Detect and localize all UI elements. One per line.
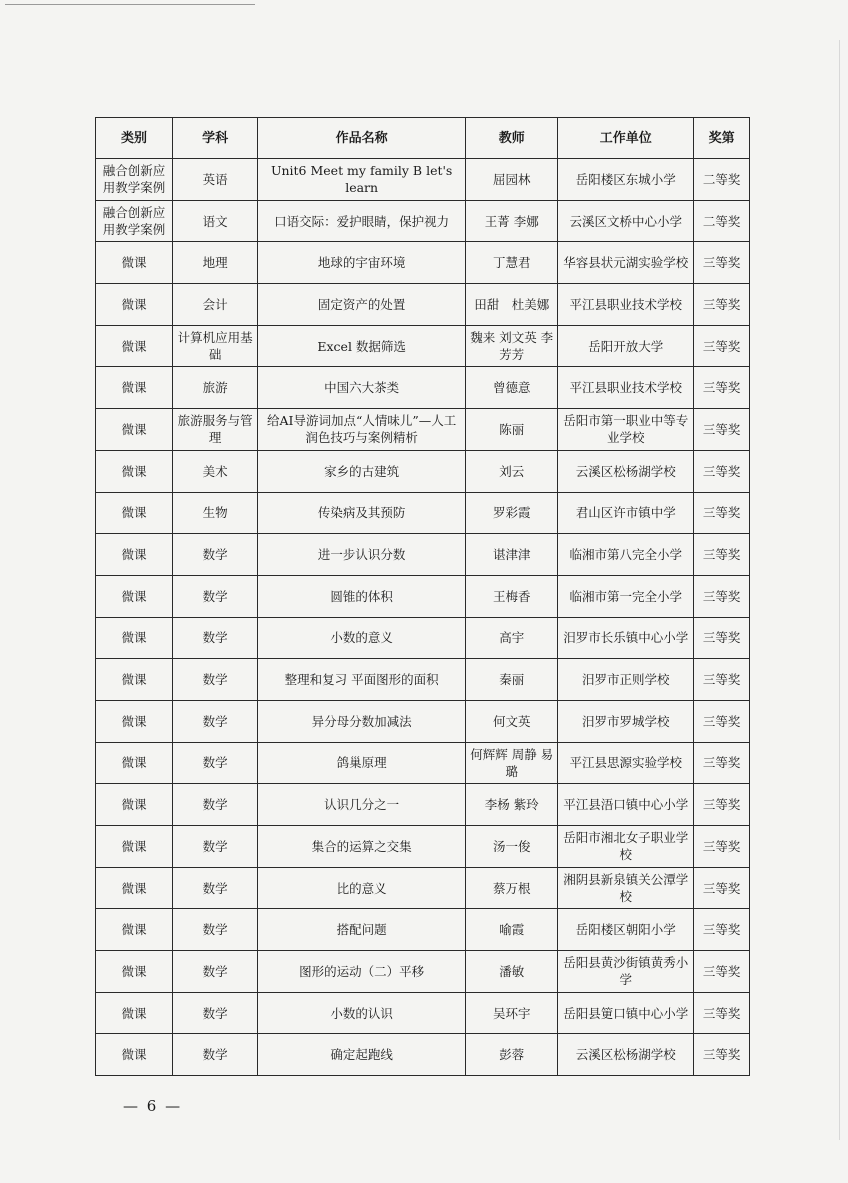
cell-work-title: 认识几分之一 [258,784,466,826]
award-table [95,117,750,1076]
cell-subject: 生物 [173,492,258,534]
cell-teacher: 刘云 [466,450,558,492]
cell-category: 融合创新应用教学案例 [96,200,173,242]
cell-award: 三等奖 [694,409,750,451]
cell-work-title: Excel 数据筛选 [258,325,466,367]
cell-subject: 语文 [173,200,258,242]
cell-teacher: 曾德意 [466,367,558,409]
cell-work-title: Unit6 Meet my family B let's learn [258,159,466,201]
table-row [96,867,750,909]
cell-work-title: 固定资产的处置 [258,284,466,326]
cell-teacher: 谌津津 [466,534,558,576]
table-row [96,367,750,409]
cell-subject: 数学 [173,617,258,659]
cell-subject: 数学 [173,1034,258,1076]
cell-work-unit: 汨罗市罗城学校 [558,700,694,742]
cell-work-title: 比的意义 [258,867,466,909]
cell-teacher: 秦丽 [466,659,558,701]
cell-award: 三等奖 [694,1034,750,1076]
cell-subject: 美术 [173,450,258,492]
cell-work-unit: 临湘市第一完全小学 [558,575,694,617]
cell-work-unit: 云溪区文桥中心小学 [558,200,694,242]
cell-category: 微课 [96,617,173,659]
cell-teacher: 何文英 [466,700,558,742]
cell-teacher: 汤一俊 [466,826,558,868]
cell-award: 二等奖 [694,159,750,201]
table-row [96,951,750,993]
cell-award: 三等奖 [694,742,750,784]
cell-teacher: 李杨 紫玲 [466,784,558,826]
cell-award: 三等奖 [694,367,750,409]
cell-work-title: 地球的宇宙环境 [258,242,466,284]
cell-category: 微课 [96,826,173,868]
cell-award: 二等奖 [694,200,750,242]
cell-subject: 数学 [173,951,258,993]
table-header-row [96,118,750,159]
table-row [96,200,750,242]
cell-award: 三等奖 [694,659,750,701]
cell-work-unit: 临湘市第八完全小学 [558,534,694,576]
cell-work-unit: 云溪区松杨湖学校 [558,1034,694,1076]
table-row [96,909,750,951]
cell-work-unit: 岳阳楼区朝阳小学 [558,909,694,951]
cell-work-unit: 平江县职业技术学校 [558,367,694,409]
cell-work-unit: 平江县职业技术学校 [558,284,694,326]
table-row [96,284,750,326]
cell-work-unit: 华容县状元湖实验学校 [558,242,694,284]
cell-category: 微课 [96,742,173,784]
cell-teacher: 罗彩霞 [466,492,558,534]
cell-teacher: 王菁 李娜 [466,200,558,242]
cell-award: 三等奖 [694,617,750,659]
cell-teacher: 喻霞 [466,909,558,951]
cell-category: 微课 [96,492,173,534]
cell-subject: 数学 [173,659,258,701]
cell-work-title: 圆锥的体积 [258,575,466,617]
cell-subject: 数学 [173,534,258,576]
cell-award: 三等奖 [694,492,750,534]
cell-category: 微课 [96,909,173,951]
cell-work-title: 鸽巢原理 [258,742,466,784]
cell-work-unit: 岳阳县黄沙街镇黄秀小学 [558,951,694,993]
table-row [96,534,750,576]
cell-subject: 计算机应用基础 [173,325,258,367]
cell-teacher: 潘敏 [466,951,558,993]
cell-teacher: 高宇 [466,617,558,659]
scan-edge [839,40,840,1140]
cell-work-unit: 汨罗市长乐镇中心小学 [558,617,694,659]
cell-award: 三等奖 [694,909,750,951]
table-row [96,450,750,492]
cell-work-unit: 岳阳市湘北女子职业学校 [558,826,694,868]
cell-category: 微课 [96,575,173,617]
cell-subject: 会计 [173,284,258,326]
cell-work-title: 家乡的古建筑 [258,450,466,492]
cell-work-title: 给AI导游词加点“人情味儿”—人工润色技巧与案例精析 [258,409,466,451]
cell-work-title: 小数的认识 [258,992,466,1034]
top-rule [5,4,255,5]
cell-subject: 数学 [173,909,258,951]
cell-work-title: 图形的运动（二）平移 [258,951,466,993]
cell-work-unit: 岳阳开放大学 [558,325,694,367]
cell-award: 三等奖 [694,284,750,326]
header-teacher: 教师 [466,118,558,159]
cell-teacher: 何辉辉 周静 易璐 [466,742,558,784]
cell-category: 微课 [96,951,173,993]
cell-subject: 数学 [173,784,258,826]
table-body [96,159,750,1076]
cell-award: 三等奖 [694,784,750,826]
cell-subject: 数学 [173,992,258,1034]
table-row [96,1034,750,1076]
cell-teacher: 魏来 刘文英 李芳芳 [466,325,558,367]
cell-work-unit: 平江县浯口镇中心小学 [558,784,694,826]
cell-award: 三等奖 [694,325,750,367]
cell-category: 微课 [96,367,173,409]
cell-work-title: 小数的意义 [258,617,466,659]
cell-award: 三等奖 [694,992,750,1034]
cell-subject: 旅游服务与管理 [173,409,258,451]
table-row [96,700,750,742]
cell-teacher: 丁慧君 [466,242,558,284]
cell-work-unit: 君山区许市镇中学 [558,492,694,534]
cell-work-title: 进一步认识分数 [258,534,466,576]
cell-category: 微课 [96,242,173,284]
cell-subject: 旅游 [173,367,258,409]
cell-category: 微课 [96,992,173,1034]
cell-award: 三等奖 [694,575,750,617]
header-work-title: 作品名称 [258,118,466,159]
header-award: 奖第 [694,118,750,159]
cell-category: 微课 [96,659,173,701]
cell-work-title: 集合的运算之交集 [258,826,466,868]
cell-subject: 数学 [173,742,258,784]
cell-category: 微课 [96,284,173,326]
cell-award: 三等奖 [694,826,750,868]
cell-category: 微课 [96,325,173,367]
table-row [96,242,750,284]
table-row [96,826,750,868]
cell-award: 三等奖 [694,951,750,993]
table-row [96,325,750,367]
cell-work-unit: 汨罗市正则学校 [558,659,694,701]
cell-category: 微课 [96,700,173,742]
cell-subject: 地理 [173,242,258,284]
header-subject: 学科 [173,118,258,159]
cell-teacher: 吴环宇 [466,992,558,1034]
cell-work-unit: 湘阴县新泉镇关公潭学校 [558,867,694,909]
cell-category: 微课 [96,1034,173,1076]
table-row [96,409,750,451]
table-row [96,159,750,201]
cell-teacher: 蔡万根 [466,867,558,909]
cell-category: 微课 [96,534,173,576]
cell-work-unit: 云溪区松杨湖学校 [558,450,694,492]
cell-subject: 数学 [173,826,258,868]
cell-work-title: 整理和复习 平面图形的面积 [258,659,466,701]
cell-teacher: 田甜 杜美娜 [466,284,558,326]
cell-teacher: 陈丽 [466,409,558,451]
cell-category: 微课 [96,867,173,909]
cell-teacher: 彭蓉 [466,1034,558,1076]
table-row [96,492,750,534]
cell-work-title: 确定起跑线 [258,1034,466,1076]
cell-subject: 英语 [173,159,258,201]
cell-work-unit: 平江县思源实验学校 [558,742,694,784]
cell-work-title: 中国六大茶类 [258,367,466,409]
cell-teacher: 王梅香 [466,575,558,617]
table-row [96,742,750,784]
cell-category: 微课 [96,409,173,451]
cell-category: 微课 [96,784,173,826]
cell-work-title: 异分母分数加减法 [258,700,466,742]
cell-category: 融合创新应用教学案例 [96,159,173,201]
cell-award: 三等奖 [694,534,750,576]
cell-subject: 数学 [173,575,258,617]
page-number: — 6 — [123,1097,183,1115]
cell-award: 三等奖 [694,242,750,284]
cell-award: 三等奖 [694,867,750,909]
cell-work-title: 搭配问题 [258,909,466,951]
cell-work-title: 口语交际：爱护眼睛，保护视力 [258,200,466,242]
table-row [96,575,750,617]
cell-work-unit: 岳阳县筻口镇中心小学 [558,992,694,1034]
cell-award: 三等奖 [694,700,750,742]
cell-category: 微课 [96,450,173,492]
cell-work-unit: 岳阳楼区东城小学 [558,159,694,201]
table-row [96,784,750,826]
cell-work-title: 传染病及其预防 [258,492,466,534]
cell-teacher: 屈园林 [466,159,558,201]
table-row [96,617,750,659]
cell-award: 三等奖 [694,450,750,492]
header-work-unit: 工作单位 [558,118,694,159]
cell-subject: 数学 [173,700,258,742]
table-row [96,992,750,1034]
table-row [96,659,750,701]
header-category: 类别 [96,118,173,159]
cell-subject: 数学 [173,867,258,909]
cell-work-unit: 岳阳市第一职业中等专业学校 [558,409,694,451]
